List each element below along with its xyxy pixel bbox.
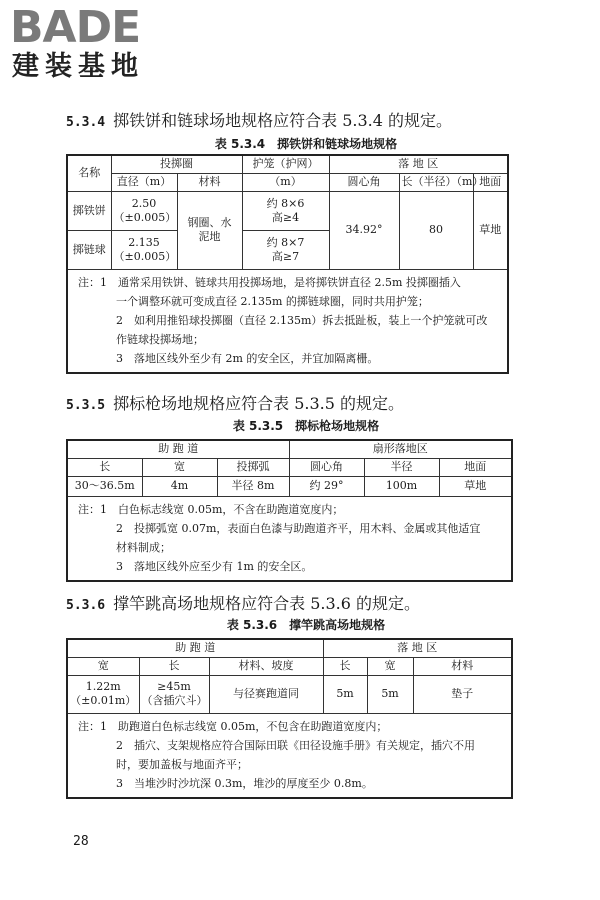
cell-surface: 草地 xyxy=(439,476,512,496)
table-caption-5-3-4 xyxy=(66,136,546,152)
note-line: 3 落地区线外应至少有 1m 的安全区。 xyxy=(116,559,313,573)
cage-size: 约 8×6 xyxy=(266,196,305,210)
logo-wordmark: BADE xyxy=(10,2,141,53)
header-name: 名称 xyxy=(67,155,111,191)
cell-length: 80 xyxy=(399,191,473,269)
section-heading-5-3-5 xyxy=(66,394,404,416)
note-line: 材料制成； xyxy=(116,540,171,554)
section-heading-5-3-4 xyxy=(66,111,452,133)
header-landing: 扇形落地区 xyxy=(289,440,512,458)
note-line: 作链球投掷场地； xyxy=(116,332,204,346)
note-line: 3 落地区线外至少有 2m 的安全区，并宜加隔离栅。 xyxy=(116,351,379,365)
length-note: （含插穴斗） xyxy=(141,694,208,707)
cell-length xyxy=(139,675,209,713)
width-tolerance: （±0.01m） xyxy=(70,694,137,707)
cell-angle: 34.92° xyxy=(329,191,399,269)
table-discus-hammer xyxy=(66,154,509,374)
logo-tagline: 建装基地 xyxy=(12,51,144,82)
section-number: 5.3.6 xyxy=(66,598,106,613)
header-angle: 圆心角 xyxy=(329,173,399,191)
cage-height: 高≥4 xyxy=(271,210,300,224)
header-circle: 投掷圈 xyxy=(111,155,242,173)
cell-width: 4m xyxy=(142,476,217,496)
header-landing-material: 材料 xyxy=(413,657,512,675)
diameter-tolerance: （±0.005） xyxy=(113,210,177,224)
length-value: ≥45m xyxy=(157,680,191,693)
row-name-discus: 掷铁饼 xyxy=(67,191,111,230)
table-number: 表 5.3.5 xyxy=(232,419,284,433)
width-value: 1.22m xyxy=(85,680,121,693)
cell-material-slope: 与径赛跑道同 xyxy=(209,675,323,713)
header-angle: 圆心角 xyxy=(289,458,364,476)
header-width: 宽 xyxy=(142,458,217,476)
table-title: 撑竿跳高场地规格 xyxy=(289,618,386,632)
header-landing-length: 长 xyxy=(323,657,367,675)
header-diameter: 直径（m） xyxy=(111,173,177,191)
header-material-slope: 材料、坡度 xyxy=(209,657,323,675)
header-arc: 投掷弧 xyxy=(217,458,289,476)
header-surface: 地面 xyxy=(439,458,512,476)
table-notes xyxy=(67,713,512,798)
logo xyxy=(10,2,180,86)
header-landing: 落 地 区 xyxy=(323,639,512,657)
section-text: 撑竿跳高场地规格应符合表 5.3.6 的规定。 xyxy=(113,594,421,613)
header-radius: 半径 xyxy=(364,458,439,476)
section-text: 掷标枪场地规格应符合表 5.3.5 的规定。 xyxy=(113,394,405,413)
table-caption-5-3-6 xyxy=(66,617,546,633)
row-name-hammer: 掷链球 xyxy=(67,230,111,269)
cell-cage-discus xyxy=(242,191,329,230)
note-line: 时，要加盖板与地面齐平； xyxy=(116,757,248,771)
note-line: 一个调整环就可变成直径 2.135m 的掷链球圈，同时共用护笼； xyxy=(116,294,429,308)
table-notes xyxy=(67,496,512,581)
diameter-value: 2.50 xyxy=(131,196,157,210)
header-runway: 助 跑 道 xyxy=(67,440,289,458)
diameter-value: 2.135 xyxy=(128,235,160,249)
header-length: 长 xyxy=(139,657,209,675)
header-landing: 落 地 区 xyxy=(329,155,508,173)
header-length: 长（半径）（m） xyxy=(399,173,473,191)
table-notes xyxy=(67,269,508,373)
cell-length: 30～36.5m xyxy=(67,476,142,496)
table-title: 掷标枪场地规格 xyxy=(295,419,380,433)
table-javelin xyxy=(66,439,513,582)
table-title: 掷铁饼和链球场地规格 xyxy=(277,137,398,151)
note-line: 2 如利用推铅球投掷圈（直径 2.135m）拆去抵趾板，装上一个护笼就可改 xyxy=(116,313,488,327)
cage-height: 高≥7 xyxy=(271,249,300,263)
header-length: 长 xyxy=(67,458,142,476)
cell-surface: 草地 xyxy=(473,191,508,269)
cell-diameter-discus xyxy=(111,191,177,230)
header-landing-width: 宽 xyxy=(367,657,413,675)
cell-landing-length: 5m xyxy=(323,675,367,713)
note-line: 注：1 助跑道白色标志线宽 0.05m，不包含在助跑道宽度内； xyxy=(78,719,388,733)
note-line: 注：1 通常采用铁饼、链球共用投掷场地，是将掷铁饼直径 2.5m 投掷圈插入 xyxy=(78,275,461,289)
material-line2: 泥地 xyxy=(198,230,221,243)
cage-size: 约 8×7 xyxy=(266,235,305,249)
cell-angle: 约 29° xyxy=(289,476,364,496)
table-pole-vault xyxy=(66,638,513,799)
cell-diameter-hammer xyxy=(111,230,177,269)
section-number: 5.3.4 xyxy=(66,115,106,130)
diameter-tolerance: （±0.005） xyxy=(113,249,177,263)
cell-landing-width: 5m xyxy=(367,675,413,713)
header-cage-unit: （m） xyxy=(242,173,329,191)
note-line: 3 当堆沙时沙坑深 0.3m，堆沙的厚度至少 0.8m。 xyxy=(116,776,373,790)
table-caption-5-3-5 xyxy=(66,418,546,434)
section-heading-5-3-6 xyxy=(66,594,420,616)
header-cage: 护笼（护网） xyxy=(242,155,329,173)
page-number: 28 xyxy=(73,834,89,849)
cell-material xyxy=(177,191,242,269)
cell-width xyxy=(67,675,139,713)
note-line: 注：1 白色标志线宽 0.05m，不含在助跑道宽度内； xyxy=(78,502,344,516)
header-material: 材料 xyxy=(177,173,242,191)
header-surface: 地面 xyxy=(473,173,508,191)
table-number: 表 5.3.4 xyxy=(214,137,266,151)
header-runway: 助 跑 道 xyxy=(67,639,323,657)
cell-radius: 100m xyxy=(364,476,439,496)
cell-arc: 半径 8m xyxy=(217,476,289,496)
note-line: 2 插穴、支架规格应符合国际田联《田径设施手册》有关规定，插穴不用 xyxy=(116,738,475,752)
table-number: 表 5.3.6 xyxy=(226,618,278,632)
note-line: 2 投掷弧宽 0.07m，表面白色漆与助跑道齐平，用木料、金属或其他适宜 xyxy=(116,521,481,535)
section-text: 掷铁饼和链球场地规格应符合表 5.3.4 的规定。 xyxy=(113,111,453,130)
cell-landing-material: 垫子 xyxy=(413,675,512,713)
material-line1: 钢圈、水 xyxy=(187,216,232,229)
cell-cage-hammer xyxy=(242,230,329,269)
section-number: 5.3.5 xyxy=(66,398,106,413)
header-width: 宽 xyxy=(67,657,139,675)
